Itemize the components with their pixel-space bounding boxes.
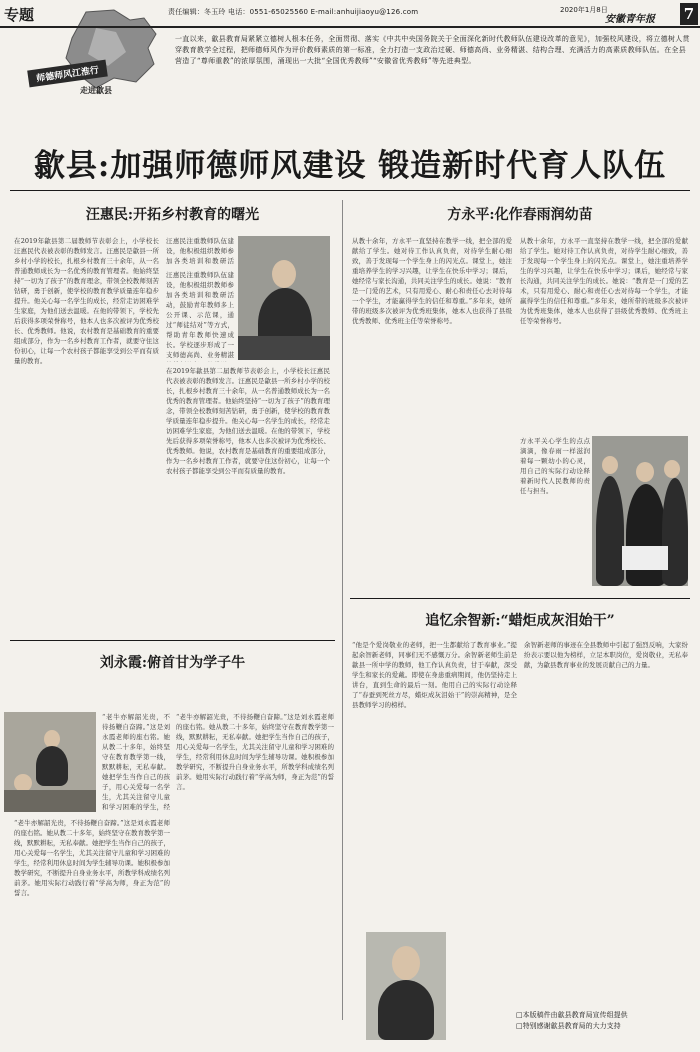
article-body-liu: “老牛亦解韶光贵，不待扬鞭自奋蹄。”这是刘永霞老师的座右铭。她从教二十多年，始终坚守在教育教学第一线，默默耕耘，无私奉献。她把学生当作自己的孩子，用心关爱每一名学生，尤其关注留守儿童和学习困难的学生，经常利用休息时间为学生辅导功课。她积极参加教学研究，不断提升自身业务水平，所教学科成绩名列前茅。她用实际行动践行着“学高为师，身正为范”的誓言。 <box>14 819 170 897</box>
column-divider <box>342 200 343 1020</box>
section-label: 专题 <box>4 6 35 24</box>
article-body-yu: “他是个爱岗敬业的老师，把一生都献给了教育事业。”提起余智新老师，同事们无不感慨万分。余智新老师生前是歙县一所中学的教师，他工作认真负责，甘于奉献，深受学生和家长的爱戴。即使在身患重病期间，他仍坚持走上讲台，直到生命的最后一刻。他用自己的实际行动诠释了“春蚕到死丝方尽，蜡炬成灰泪始干”的崇高精神，是全县教师学习的榜样。 <box>352 641 517 709</box>
headline-rule <box>10 190 690 191</box>
header-rule <box>0 26 700 28</box>
section-rule-right <box>350 598 690 599</box>
article-body-yu-right: 余智新老师的事迹在全县教师中引起了强烈反响，大家纷纷表示要以他为榜样，立足本职岗位，爱岗敬业，无私奉献，为歙县教育事业的发展贡献自己的力量。 <box>524 641 688 669</box>
article-body-liu-right: “老牛亦解韶光贵，不待扬鞭自奋蹄。”这是刘永霞老师的座右铭。她从教二十多年，始终坚守在教育教学第一线，默默耕耘，无私奉献。她把学生当作自己的孩子，用心关爱每一名学生，尤其关注留守儿童和学习困难的学生，经常利用休息时间为学生辅导功课。她积极参加教学研究，不断提升自身业务水平，所教学科成绩名列前茅。她用实际行动践行着“学高为师，身正为范”的誓言。 <box>176 713 334 791</box>
photo-wang-huimin <box>238 236 330 360</box>
section-rule-left <box>10 640 335 641</box>
article-body-fang: 从教十余年，方永平一直坚持在教学一线，把全部的爱献给了学生。她对待工作认真负责，对待学生耐心细致，善于发现每一个学生身上的闪光点。课堂上，她注重培养学生的学习兴趣，让学生在快乐中学习；课后，她经常与家长沟通，共同关注学生的成长。她说：“教育是一门爱的艺术，只有用爱心、耐心和责任心去对待每一个学生，才能赢得学生的信任和尊重。”多年来，她所带的班级多次被评为优秀班集体，她本人也获得了县级优秀教师、优秀班主任等荣誉称号。 <box>352 237 512 325</box>
article-body-wang-side: 汪惠民注重教师队伍建设，他积极组织教师参加各类培训和教研活动，鼓励青年教师多上公开课、示范课，通过“师徒结对”等方式，帮助青年教师快速成长。学校逐步形成了一支师德高尚、业务精湛 <box>166 271 234 359</box>
feature-subbanner: 走进歙县 <box>80 86 112 95</box>
issue-date: 2020年1月8日 <box>560 6 608 14</box>
article-body-wang: 在2019年歙县第二届教师节表彰会上，小学校长汪惠民代表被表彰的教师发言。汪惠民是歙县一所乡村小学的校长，扎根乡村教育三十余年，从一名普通教师成长为一名优秀的教育管理者。他始终坚持“一切为了孩子”的教育理念，带领全校教师刻苦钻研，勇于创新，使学校的教育教学质量连年稳步提升。他关心每一名学生的成长，经常走访困难学生家庭，为他们送去温暖。在他的带领下，学校先后获得多项荣誉称号，他本人也多次被评为优秀校长、优秀教师。他说，农村教育是基础教育的重要组成部分，作为一名乡村教育工作者，就要守住这份初心，让每一个农村孩子都能享受到公平而有质量的教育。 <box>14 237 159 365</box>
photo-yu-zhixin <box>366 932 446 1040</box>
article-title-wang: 汪惠民:开拓乡村教育的曙光 <box>85 207 260 223</box>
photo-fang-yongping <box>592 436 688 586</box>
article-title-liu: 刘永霞:俯首甘为学子牛 <box>99 655 246 671</box>
article-body-wang-right: 在2019年歙县第二届教师节表彰会上，小学校长汪惠民代表被表彰的教师发言。汪惠民是歙县一所乡村小学的校长，扎根乡村教育三十余年，从一名普通教师成长为一名优秀的教育管理者。他始终坚持“一切为了孩子”的教育理念，带领全校教师刻苦钻研，勇于创新，使学校的教育教学质量连年稳步提升。他关心每一名学生的成长，经常走访困难学生家庭，为他们送去温暖。在他的带领下，学校先后获得多项荣誉称号，他本人也多次被评为优秀校长、优秀教师。他说，农村教育是基础教育的重要组成部分，作为一名乡村教育工作者，就要守住这份初心，让每一个农村孩子都能享受到公平而有质量的教育。 <box>166 367 330 475</box>
page-number: 7 <box>680 3 698 25</box>
article-title-yu: 追忆余智新:“蜡炬成灰泪始干” <box>425 613 615 629</box>
page-headline: 歙县:加强师德师风建设 锻造新时代育人队伍 <box>33 148 667 184</box>
article-body-wang-cont: 汪惠民注重教师队伍建设，他积极组织教师参加各类培训和教研活 <box>166 237 234 265</box>
article-title-fang: 方永平:化作春雨润幼苗 <box>447 207 593 223</box>
footer-notes <box>516 1010 628 1032</box>
feature-banner: 师德师风江淮行 <box>27 60 108 88</box>
intro-paragraph: 一直以来，歙县教育局紧紧立德树人根本任务，全面贯彻、落实《中共中央国务院关于全面深化新时代教师队伍建设改革的意见》，加强校风建设，将立德树人贯穿教育教学全过程，把师德师风作为评价教师素质的第一标准，全力打造一支政治过硬、师德高尚、业务精湛、结构合理、充满活力的高素质教师队伍。在全县营造了“尊师重教”的浓厚氛围，涌现出一大批“全国优秀教师”“安徽省优秀教师”等先进典型。 <box>175 35 690 65</box>
editor-info: 责任编辑：冬玉玲 电话：0551-65025560 E-mail:anhuijiaoyu@126.com <box>168 8 419 16</box>
photo-liu-yongxia <box>4 712 96 812</box>
article-body-fang-side: 方永平关心学生的点点滴滴，像春雨一样滋润着每一颗幼小的心灵，用自己的实际行动诠释着新时代人民教师的责任与担当。 <box>520 437 590 495</box>
footer-note: □本版稿件由歙县教育局宣传组提供 <box>516 1011 628 1019</box>
article-body-liu-side: “老牛亦解韶光贵，不待扬鞭自奋蹄。”这是刘永霞老师的座右铭。她从教二十多年，始终坚守在教育教学第一线，默默耕耘，无私奉献。她把学生当作自己的孩子，用心关爱每一名学生，尤其关注留守儿童和学习困难的学生，经 <box>102 713 170 811</box>
masthead: 安徽青年报 <box>605 14 655 25</box>
footer-note: □特别感谢歙县教育局的大力支持 <box>516 1022 621 1030</box>
article-body-fang-right: 从教十余年，方永平一直坚持在教学一线，把全部的爱献给了学生。她对待工作认真负责，对待学生耐心细致，善于发现每一个学生身上的闪光点。课堂上，她注重培养学生的学习兴趣，让学生在快乐中学习；课后，她经常与家长沟通，共同关注学生的成长。她说：“教育是一门爱的艺术，只有用爱心、耐心和责任心去对待每一个学生，才能赢得学生的信任和尊重。”多年来，她所带的班级多次被评为优秀班集体，她本人也获得了县级优秀教师、优秀班主任等荣誉称号。 <box>520 237 688 325</box>
